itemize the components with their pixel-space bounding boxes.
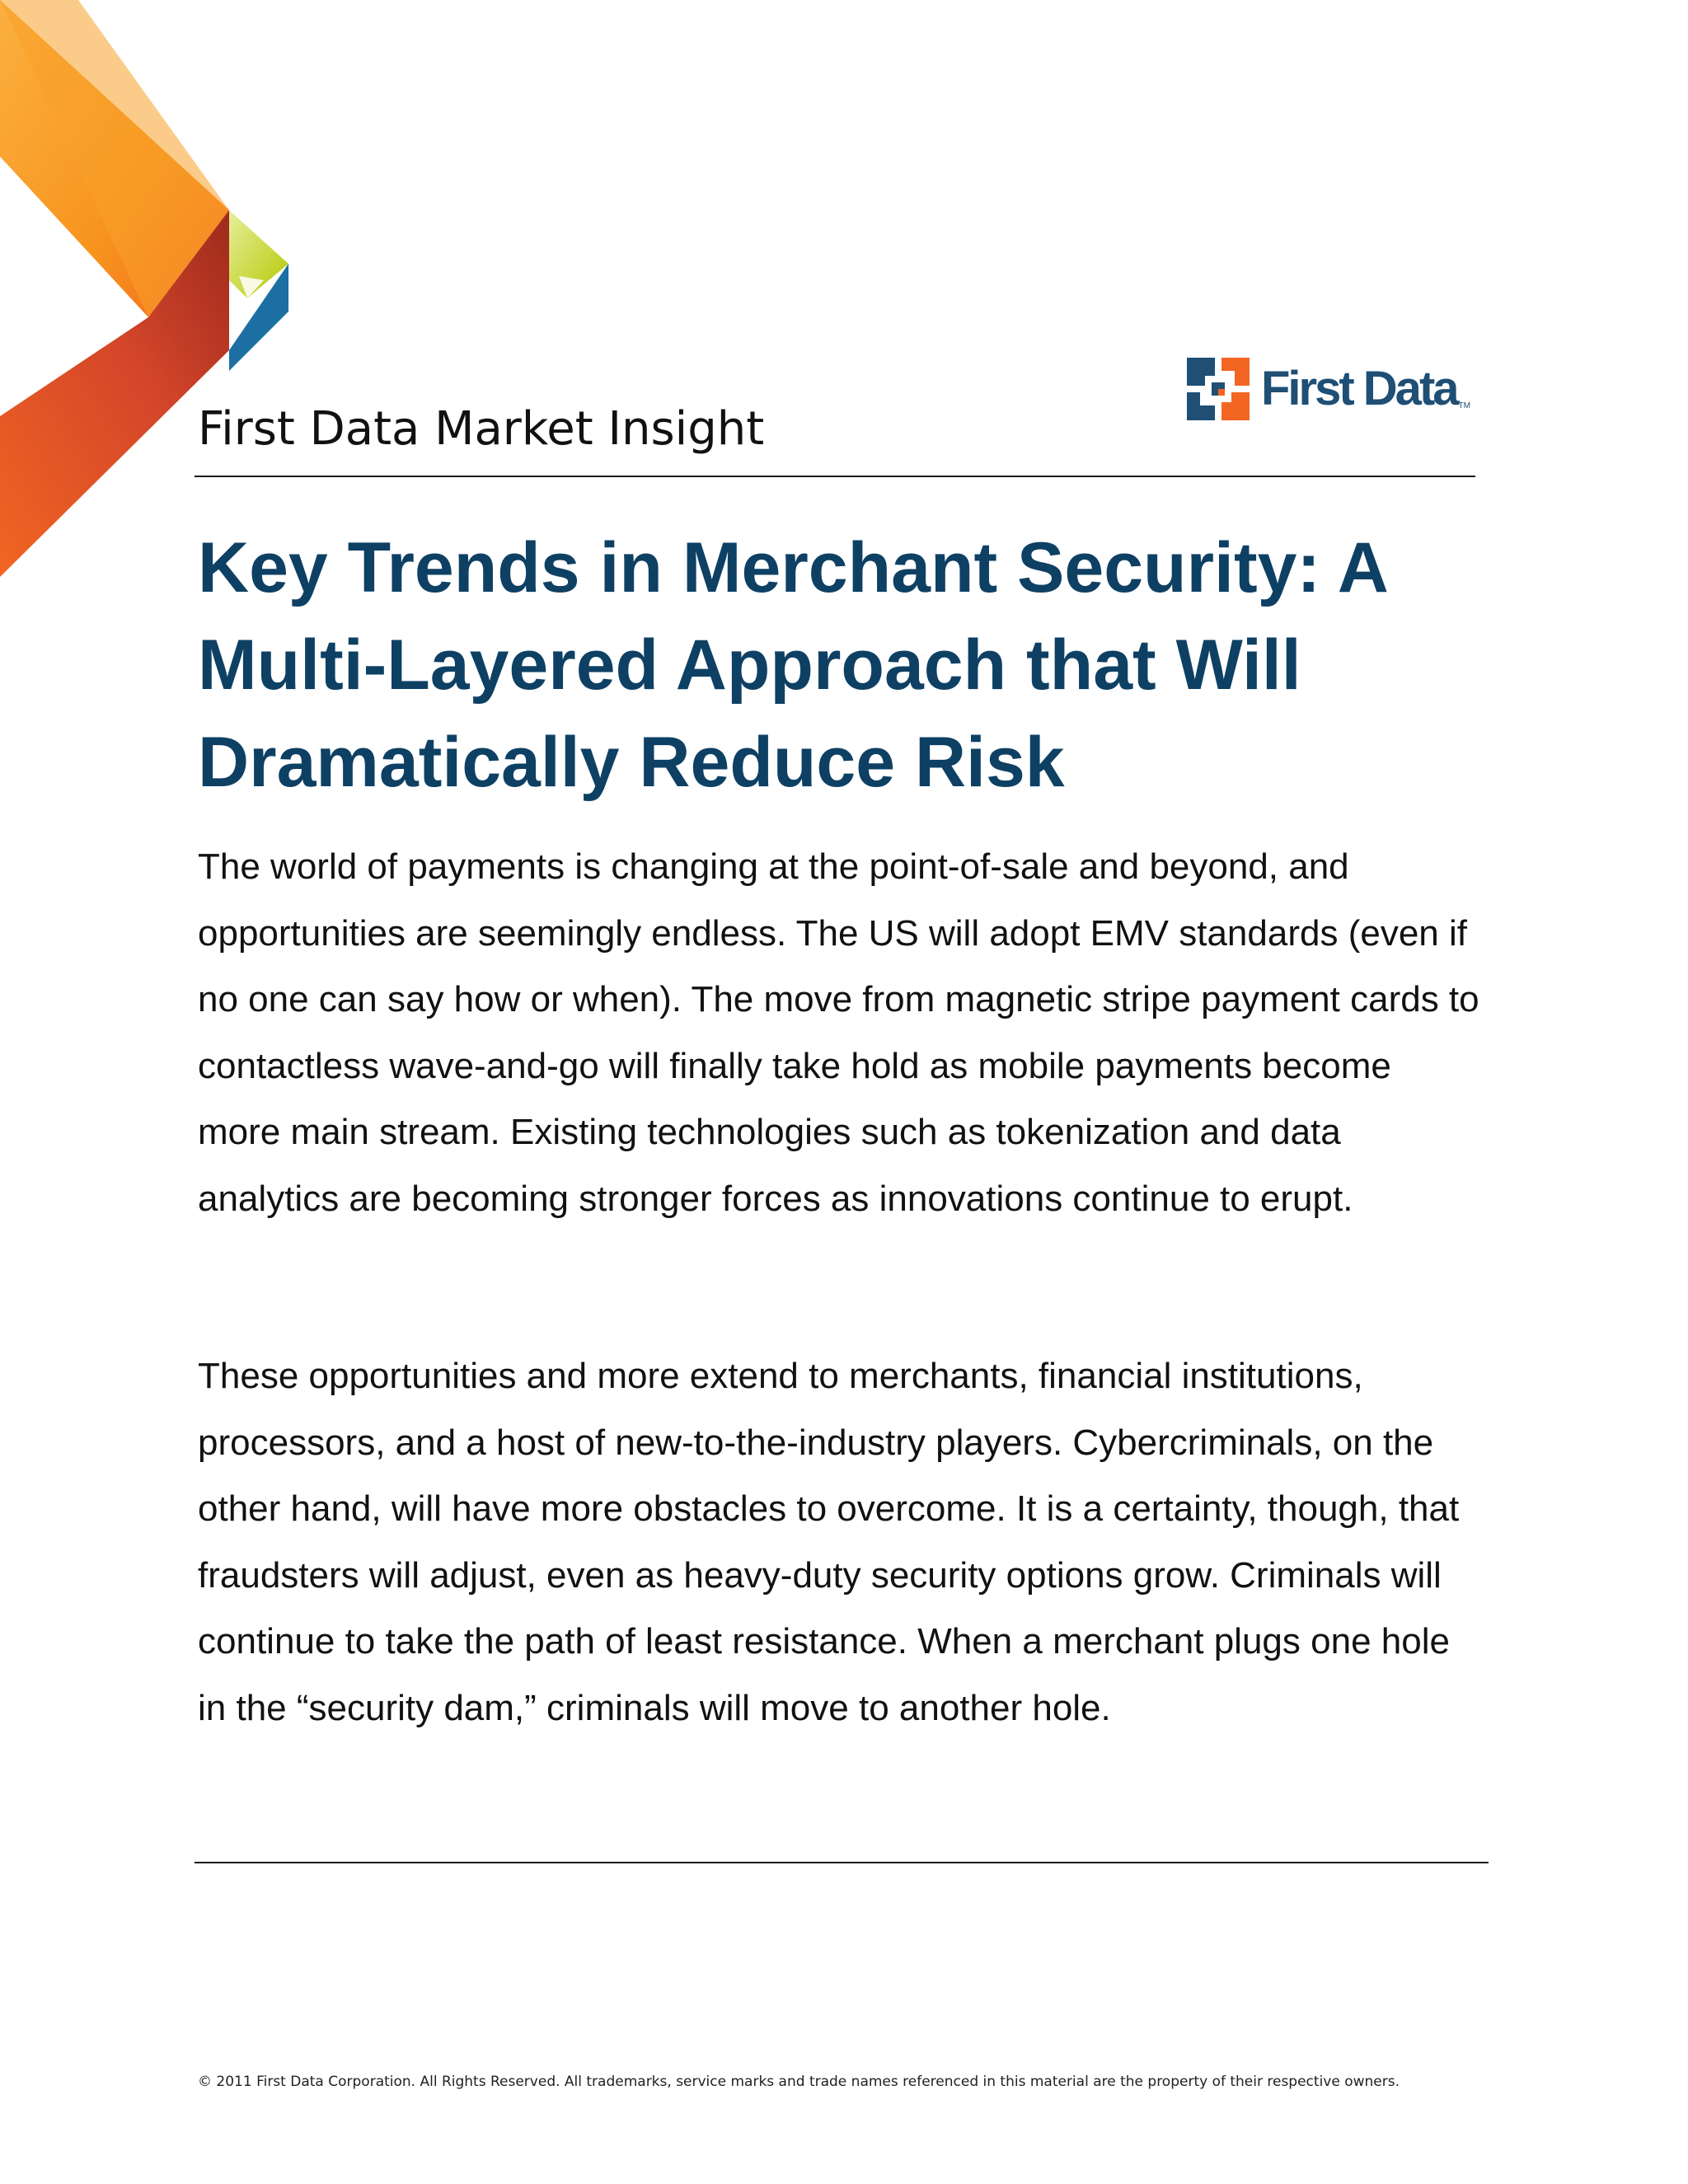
first-data-logo-icon [1187,358,1250,420]
first-data-logo [1187,356,1470,422]
copyright-footer: © 2011 First Data Corporation. All Rights Reserved. All trademarks, service marks and trade names referenced in this material are the property of their respective owners. [198,2074,1400,2090]
document-title: Key Trends in Merchant Security: A Multi-Layered Approach that Will Dramatically Reduce Risk [198,528,1386,802]
publication-label: First Data Market Insight [198,402,765,456]
corner-chevron-graphic [0,0,297,593]
logo-trademark: TM [1458,401,1470,410]
body-paragraph-2: These opportunities and more extend to merchants, financial institutions, processors, and a host of new-to-the-industry players. Cybercriminals, on the other hand, will have more obstacles to overcome. It is a certainty, though, that fraudsters will adjust, even as heavy-duty security options grow. Criminals will continue to take the path of least resistance. When a merchant plugs one hole in the “security dam,” criminals will move to another hole. [198,1356,1460,1728]
header-divider [195,476,1475,477]
logo-wordmark: First Data [1261,362,1457,415]
footer-divider [195,1862,1489,1863]
body-paragraph-1: The world of payments is changing at the point-of-sale and beyond, and opportunities are seemingly endless. The US will adopt EMV standards (even if no one can say how or when). The move from magnetic stripe payment cards to contactless wave-and-go will finally take hold as mobile payments become more main stream. Existing technologies such as tokenization and data analytics are becoming stronger forces as innovations continue to erupt. [198,846,1479,1219]
